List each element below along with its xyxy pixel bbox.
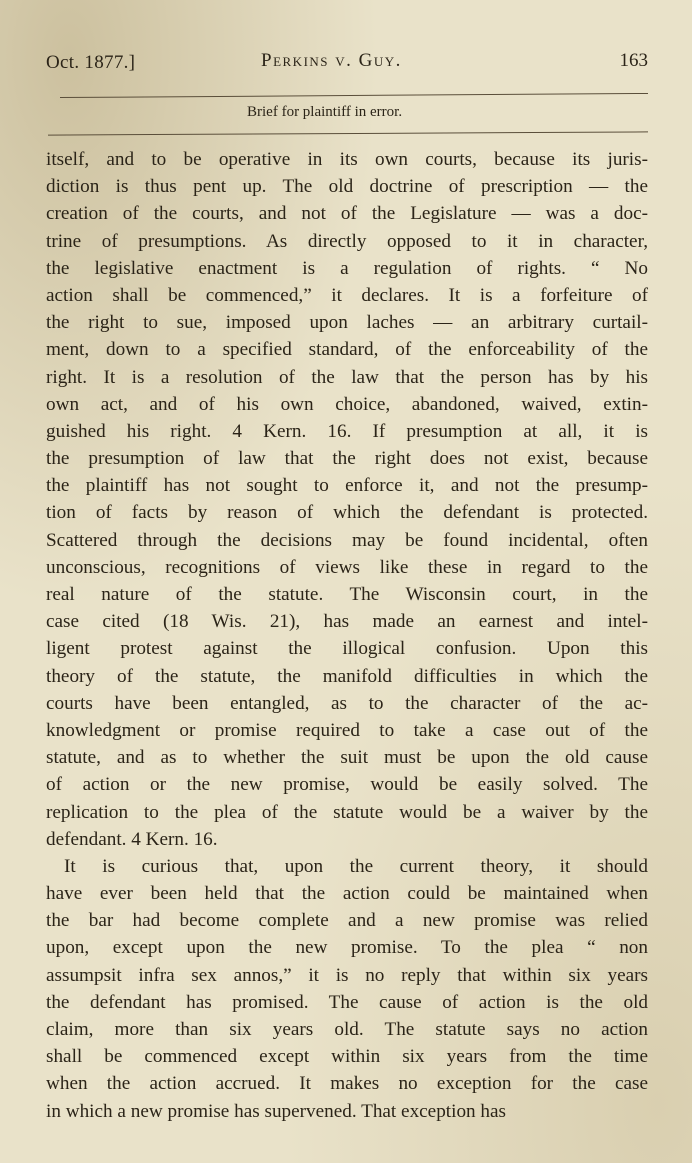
text-line: ment, down to a specified standard, of the enforceability of the <box>46 339 648 361</box>
header-rule-bottom <box>48 131 648 135</box>
text-line: in which a new promise has supervened. That exception has <box>46 1100 507 1122</box>
text-line: the defendant has promised. The cause of action is the old <box>46 991 648 1013</box>
text-line: tion of facts by reason of which the defendant is protected. <box>46 502 648 524</box>
text-line: unconscious, recognitions of views like these in regard to the <box>46 556 648 578</box>
text-line: ligent protest against the illogical confusion. Upon this <box>46 638 648 660</box>
text-line: theory of the statute, the manifold difficulties in which the <box>46 665 648 687</box>
text-line: have ever been held that the action could be maintained when <box>46 883 648 905</box>
text-line: It is curious that, upon the current theory, it should <box>64 855 648 877</box>
text-line: diction is thus pent up. The old doctrine of prescription — the <box>46 176 648 198</box>
text-line: the plaintiff has not sought to enforce it, and not the presump- <box>46 475 648 497</box>
running-header <box>46 48 648 78</box>
text-line: real nature of the statute. The Wisconsin court, in the <box>46 584 648 605</box>
header-date: Oct. 1877.] <box>46 52 136 73</box>
body-text <box>46 146 648 1125</box>
text-line: statute, and as to whether the suit must be upon the old cause <box>46 747 648 769</box>
text-line: assumpsit infra sex annos,” it is no reply that within six years <box>46 964 648 986</box>
text-line: shall be commenced except within six years from the time <box>46 1046 648 1068</box>
text-line: the presumption of law that the right does not exist, because <box>46 448 648 470</box>
header-rule-top <box>60 93 648 98</box>
text-line: of action or the new promise, would be easily solved. The <box>46 774 648 796</box>
text-line: action shall be commenced,” it declares. It is a forfeiture of <box>46 284 648 306</box>
text-line: Scattered through the decisions may be found incidental, often <box>46 529 648 551</box>
text-line: claim, more than six years old. The statute says no action <box>46 1019 648 1040</box>
text-line: upon, except upon the new promise. To the plea “ non <box>46 937 648 959</box>
text-line: itself, and to be operative in its own courts, because its juris- <box>46 149 648 170</box>
text-line: own act, and of his own choice, abandoned, waived, extin- <box>46 393 648 415</box>
text-line: courts have been entangled, as to the character of the ac- <box>46 692 648 714</box>
text-line: creation of the courts, and not of the Legislature — was a doc- <box>46 203 648 225</box>
text-line: trine of presumptions. As directly opposed to it in character, <box>46 230 648 252</box>
text-line: knowledgment or promise required to take a case out of the <box>46 719 648 741</box>
text-line: case cited (18 Wis. 21), has made an earnest and intel- <box>46 611 648 633</box>
text-line: right. It is a resolution of the law that the person has by his <box>46 366 648 388</box>
text-line: guished his right. 4 Kern. 16. If presumption at all, it is <box>46 420 648 442</box>
text-line: the legislative enactment is a regulation of rights. “ No <box>46 257 648 279</box>
text-line: when the action accrued. It makes no exception for the case <box>46 1073 648 1095</box>
text-line: the bar had become complete and a new promise was relied <box>46 910 648 932</box>
header-case-title: Perkins v. Guy. <box>261 50 402 71</box>
page-number: 163 <box>619 50 648 71</box>
text-line: the right to sue, imposed upon laches — an arbitrary curtail- <box>46 312 648 334</box>
text-line: defendant. 4 Kern. 16. <box>46 828 218 850</box>
subheading: Brief for plaintiff in error. <box>247 104 403 120</box>
text-line: replication to the plea of the statute would be a waiver by the <box>46 801 648 823</box>
